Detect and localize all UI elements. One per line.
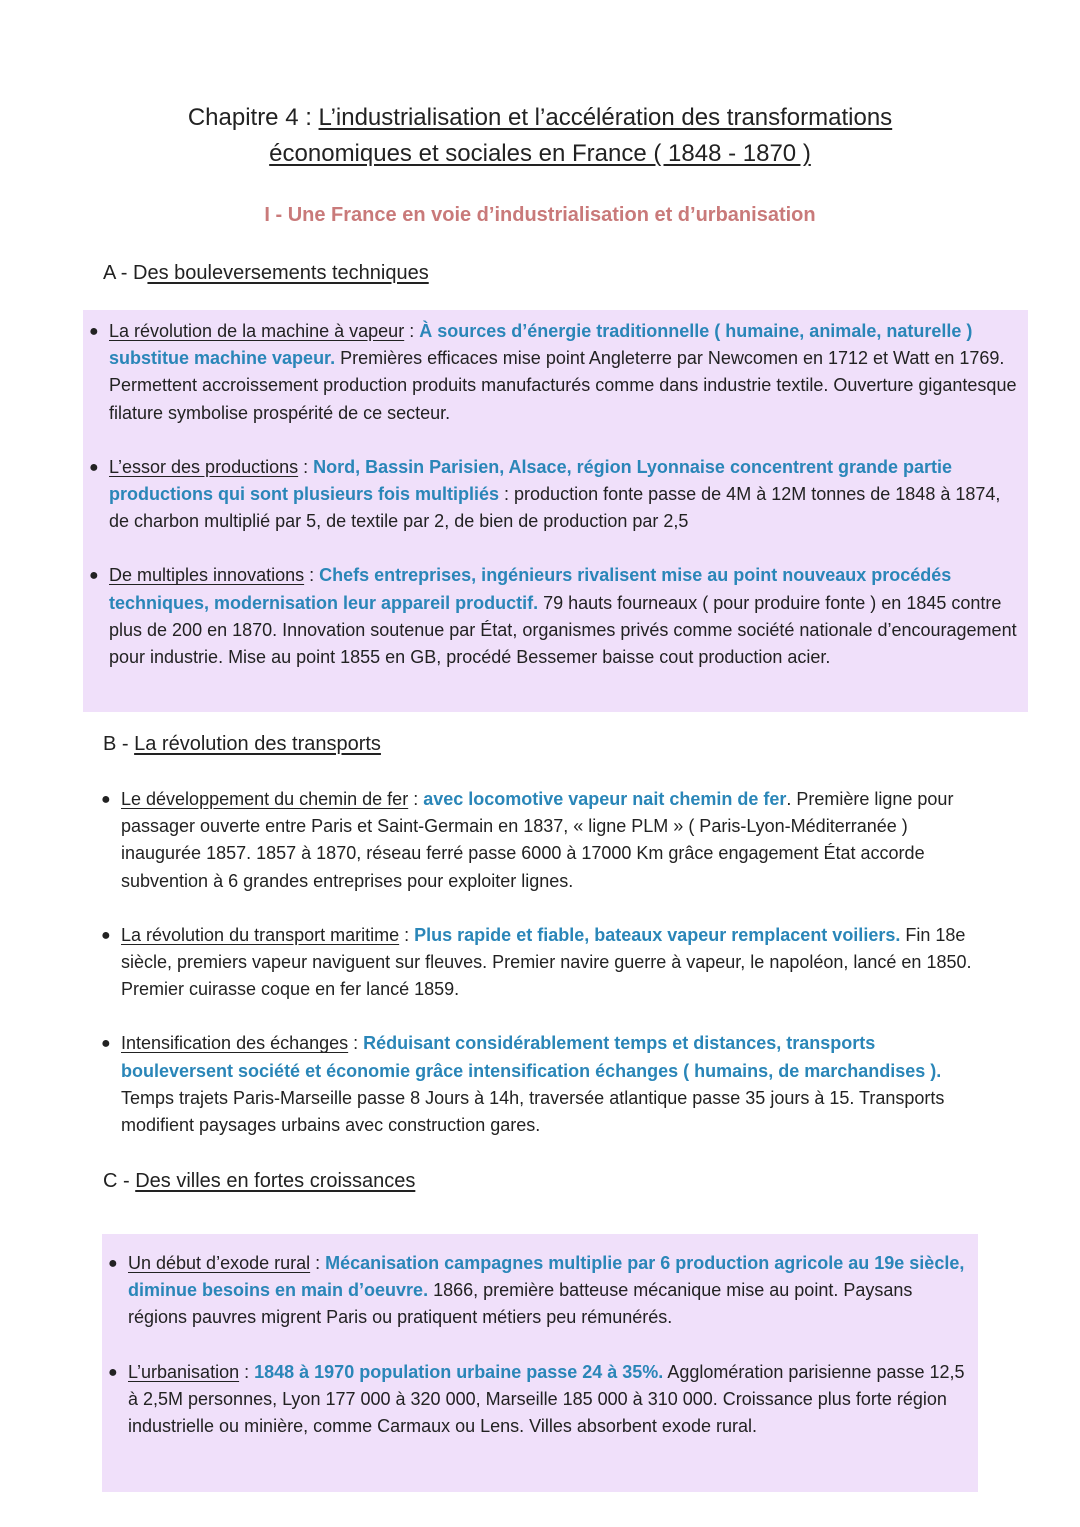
section-a-prefix: A - D: [103, 262, 148, 284]
section-c-heading: [103, 1167, 415, 1195]
section-b-heading: [103, 730, 381, 758]
bullet-icon: ●: [89, 567, 99, 585]
chapter-title-line1: L’industrialisation et l’accélération des transformations: [318, 104, 893, 131]
chapter-title-line2: économiques et sociales en France ( 1848 - 1870 ): [269, 140, 811, 167]
section-a-title: es bouleversements techniques: [147, 262, 429, 284]
list-item: ● Intensification des échanges : Réduisant considérablement temps et distances, transports bouleversent société et économie grâce intensification échanges ( humains, de marchandises ). Temps trajets Paris-Marseille passe 8 Jours à 14h, traversée atlantique passe 35 jours à 15. Transports modifient paysages urbains avec construction gares.: [121, 1030, 981, 1139]
section-a-heading: [103, 259, 429, 287]
section-c-list: [108, 1250, 973, 1467]
list-item: ● L’essor des productions : Nord, Bassin Parisien, Alsace, région Lyonnaise concentrent grande partie productions qui sont plusieurs fois multipliés : production fonte passe de 4M à 12M tonnes de 1848 à 1874, de charbon multiplié par 5, de textile par 2, de bien de production par 2,5: [109, 454, 1024, 536]
section-b-prefix: B -: [103, 733, 135, 755]
list-item: ● Un début d’exode rural : Mécanisation campagnes multiplie par 6 production agricole au 19e siècle, diminue besoins en main d’oeuvre. 1866, première batteuse mécanique mise au point. Paysans régions pauvres migrent Paris ou pratiquent métiers peu rémunérés.: [128, 1250, 973, 1332]
section-c-prefix: C -: [103, 1170, 136, 1192]
list-item: ● La révolution de la machine à vapeur : À sources d’énergie traditionnelle ( humaine, animale, naturelle ) substitue machine vapeur. Premières efficaces mise point Angleterre par Newcomen en 1712 et Watt en 1769. Permettent accroissement production produits manufacturés comme dans industrie textile. Ouverture gigantesque filature symbolise prospérité de ce secteur.: [109, 318, 1024, 427]
bullet-icon: ●: [101, 926, 111, 944]
list-item: ● De multiples innovations : Chefs entreprises, ingénieurs rivalisent mise au point nouveaux procédés techniques, modernisation leur appareil productif. 79 hauts fourneaux ( pour produire fonte ) en 1845 contre plus de 200 en 1870. Innovation soutenue par État, organismes privés comme société nationale d’encouragement pour industrie. Mise au point 1855 en GB, procédé Bessemer baisse cout production acier.: [109, 562, 1024, 671]
list-item: ● L’urbanisation : 1848 à 1970 population urbaine passe 24 à 35%. Agglomération parisienne passe 12,5 à 2,5M personnes, Lyon 177 000 à 320 000, Marseille 185 000 à 310 000. Croissance plus forte région industrielle ou minière, comme Carmaux ou Lens. Villes absorbent exode rural.: [128, 1359, 973, 1441]
bullet-icon: ●: [89, 323, 99, 340]
section-c-title: Des villes en fortes croissances: [135, 1170, 416, 1192]
part-heading: I - Une France en voie d’industrialisation et d’urbanisation: [264, 204, 816, 226]
bullet-icon: ●: [101, 1035, 111, 1053]
section-b-list: [101, 786, 981, 1166]
section-b-title: La révolution des transports: [134, 733, 381, 755]
bullet-icon: ●: [101, 791, 111, 808]
section-a-list: [89, 318, 1024, 698]
chapter-prefix: Chapitre 4 :: [187, 104, 319, 131]
chapter-title: [100, 100, 980, 172]
bullet-icon: ●: [108, 1255, 118, 1272]
list-item: ● La révolution du transport maritime : Plus rapide et fiable, bateaux vapeur remplacent voiliers. Fin 18e siècle, premiers vapeur naviguent sur fleuves. Premier navire guerre à vapeur, le napoléon, lancé en 1850. Premier cuirasse coque en fer lancé 1859.: [121, 922, 981, 1004]
bullet-icon: ●: [89, 458, 99, 476]
bullet-icon: ●: [108, 1363, 118, 1381]
list-item: ● Le développement du chemin de fer : avec locomotive vapeur nait chemin de fer. Première ligne pour passager ouverte entre Paris et Saint-Germain en 1837, « ligne PLM » ( Paris-Lyon-Méditerranée ) inaugurée 1857. 1857 à 1870, réseau ferré passe 6000 à 17000 Km grâce engagement État accorde subvention à 6 grandes entreprises pour exploiter lignes.: [121, 786, 981, 895]
